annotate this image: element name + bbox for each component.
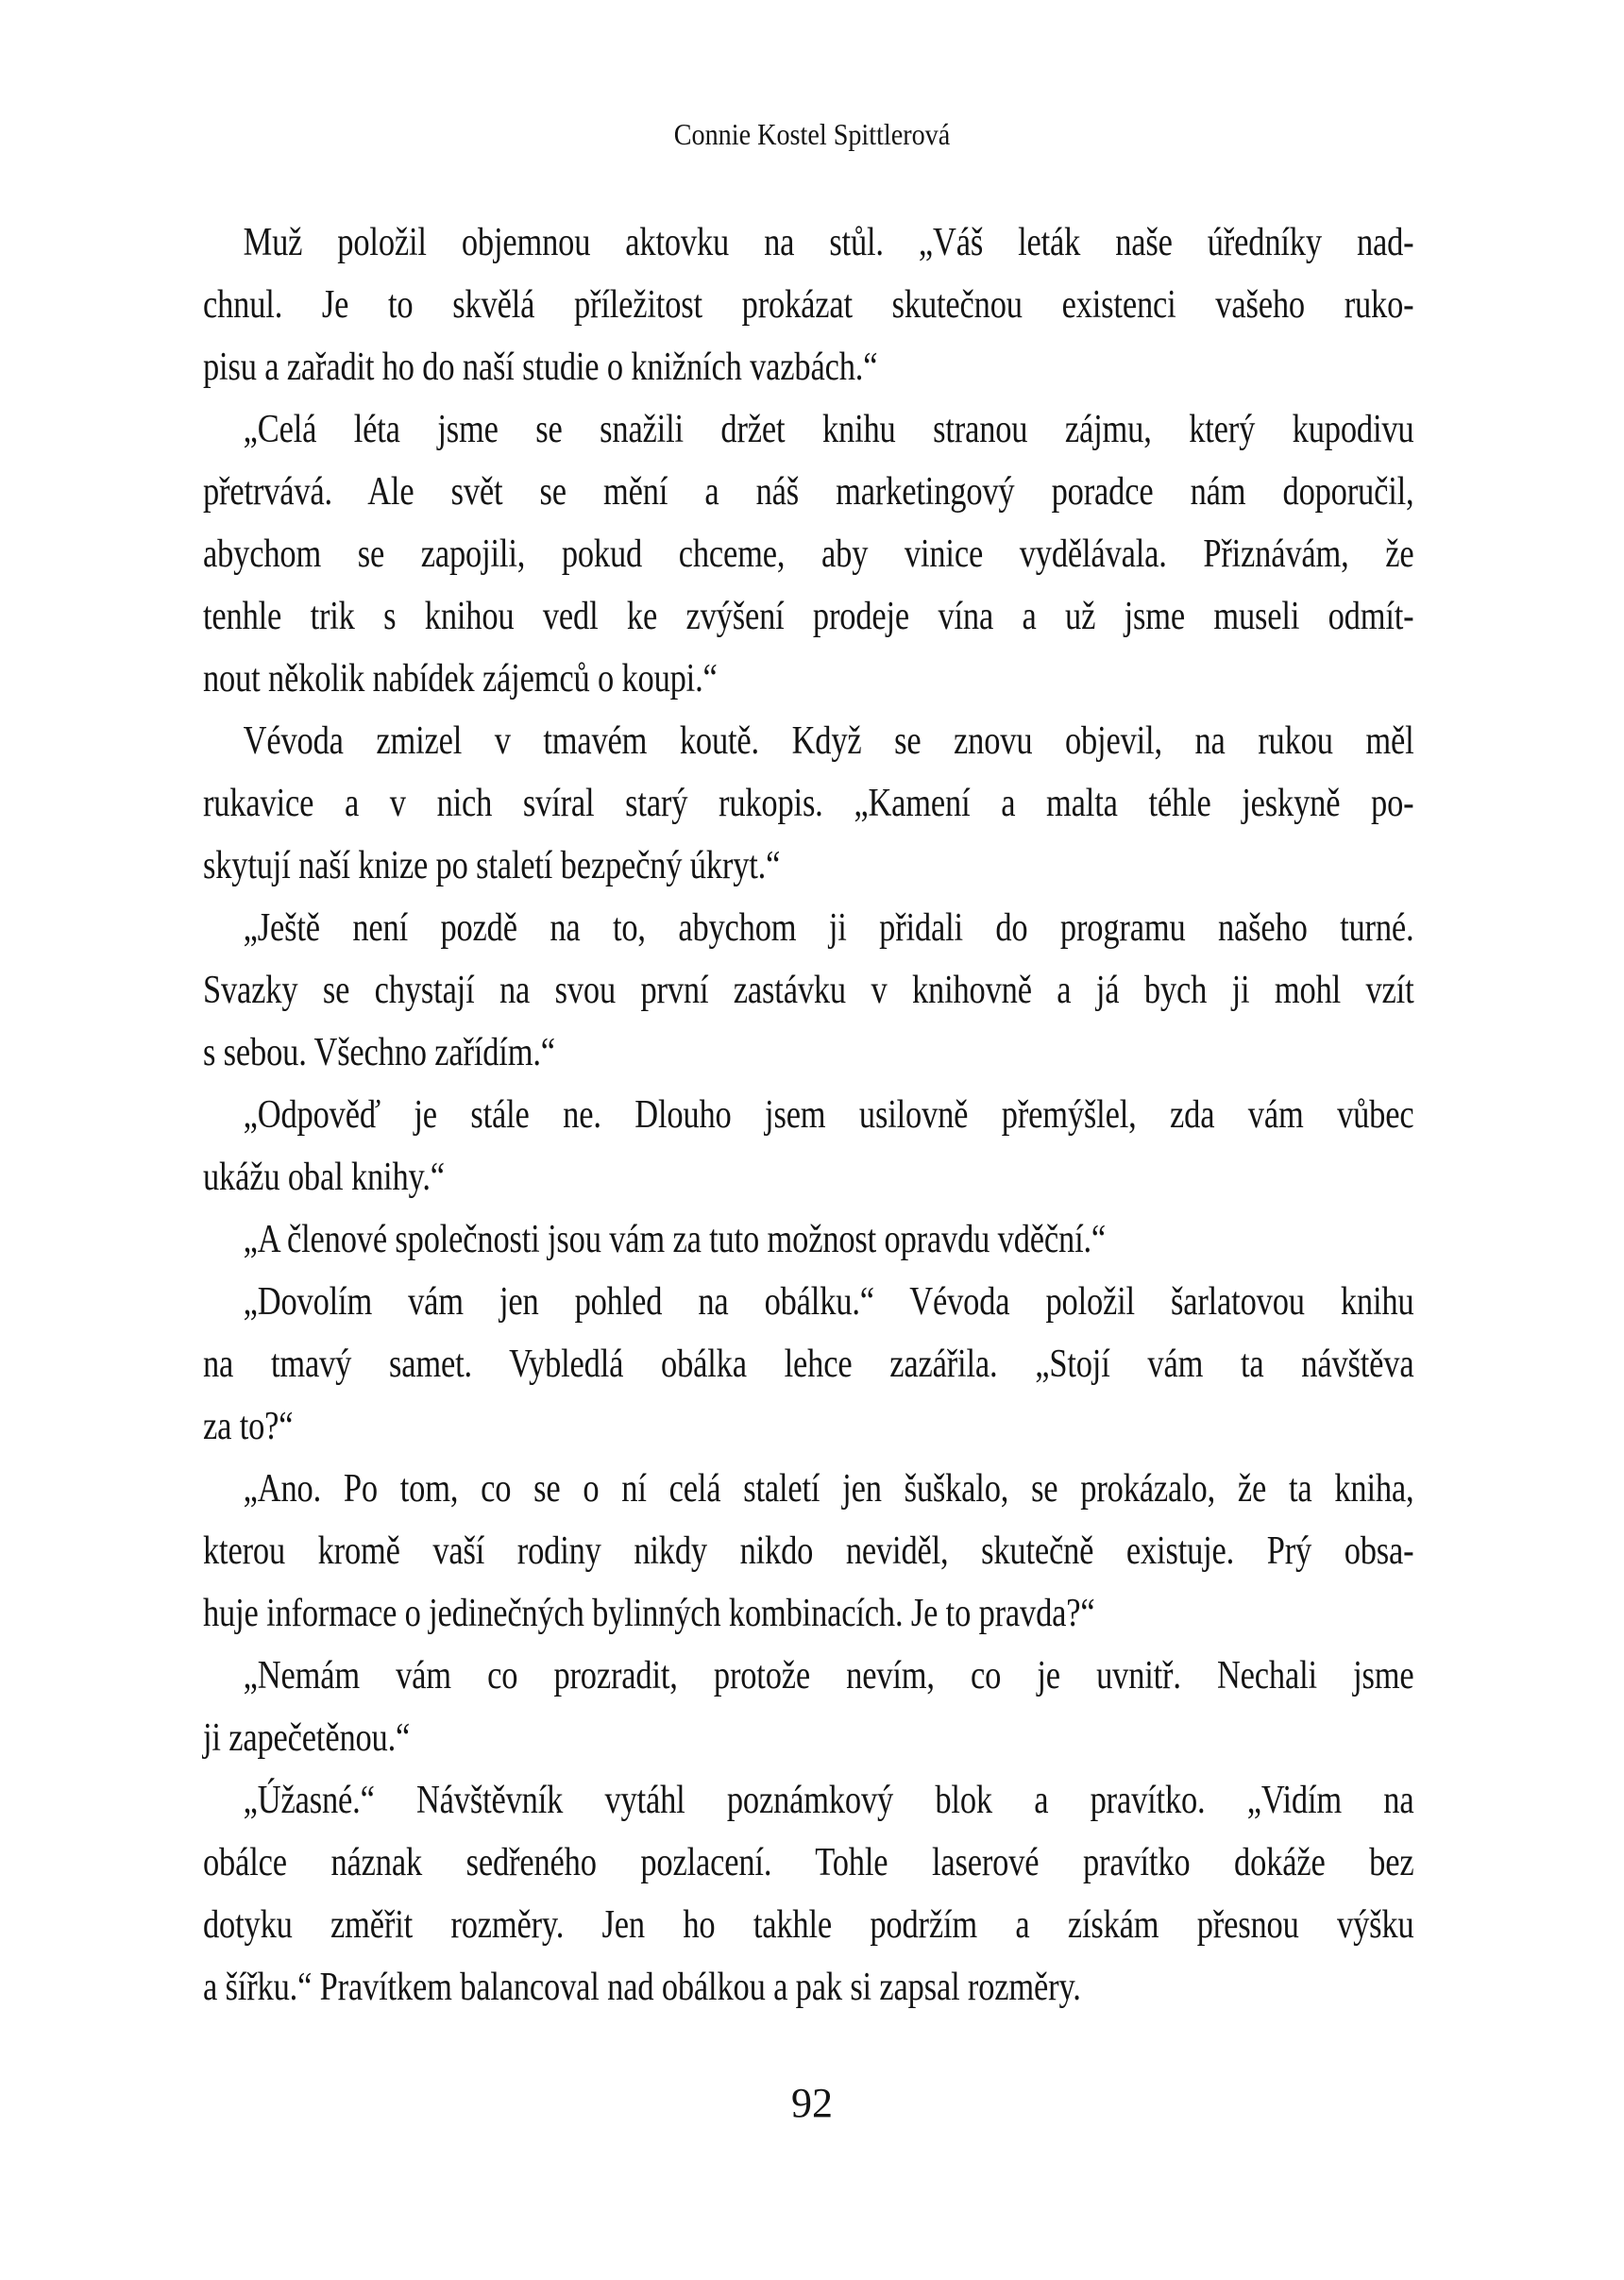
text-line: abychom se zapojili, pokud chceme, aby vinice vydělávala. Přiznávám, že (203, 532, 1414, 576)
text-line: Vévoda zmizel v tmavém koutě. Když se znovu objevil, na rukou měl (243, 719, 1414, 763)
text-line: „A členové společnosti jsou vám za tuto možnost opravdu vděční.“ (243, 1218, 1107, 1261)
text-line: „Ještě není pozdě na to, abychom ji přidali do programu našeho turné. (243, 906, 1414, 950)
text-line: obálce náznak sedřeného pozlacení. Tohle laserové pravítko dokáže bez (203, 1841, 1414, 1884)
text-line: „Dovolím vám jen pohled na obálku.“ Vévoda položil šarlatovou knihu (243, 1280, 1414, 1324)
paragraph (203, 1208, 1413, 1271)
text-line: Muž položil objemnou aktovku na stůl. „Váš leták naše úředníky nad- (243, 221, 1414, 264)
paragraph (203, 1645, 1413, 1769)
text-line: ji zapečetěnou.“ (203, 1716, 411, 1760)
text-line: a šířku.“ Pravítkem balancoval nad obálkou a pak si zapsal rozměry. (203, 1966, 1081, 2009)
text-line: nout několik nabídek zájemců o koupi.“ (203, 657, 718, 701)
text-line: „Úžasné.“ Návštěvník vytáhl poznámkový blok a pravítko. „Vidím na (243, 1779, 1414, 1822)
paragraph (203, 1084, 1413, 1208)
paragraph (203, 897, 1413, 1084)
body-text (203, 211, 1413, 2018)
text-line: kterou kromě vaší rodiny nikdy nikdo neviděl, skutečně existuje. Prý obsa- (203, 1529, 1414, 1573)
paragraph (203, 398, 1413, 710)
text-line: ukážu obal knihy.“ (203, 1156, 445, 1199)
paragraph (203, 710, 1413, 897)
text-line: „Odpověď je stále ne. Dlouho jsem usilovně přemýšlel, zda vám vůbec (243, 1093, 1414, 1137)
page-number: 92 (791, 2080, 833, 2126)
text-line: přetrvává. Ale svět se mění a náš marketingový poradce nám doporučil, (203, 470, 1414, 514)
text-line: s sebou. Všechno zařídím.“ (203, 1031, 555, 1074)
text-line: rukavice a v nich svíral starý rukopis. „Kamení a malta téhle jeskyně po- (203, 782, 1414, 825)
text-line: Svazky se chystají na svou první zastávku v knihovně a já bych ji mohl vzít (203, 969, 1414, 1012)
paragraph (203, 211, 1413, 398)
text-line: „Celá léta jsme se snažili držet knihu stranou zájmu, který kupodivu (243, 408, 1414, 451)
text-line: tenhle trik s knihou vedl ke zvýšení prodeje vína a už jsme museli odmít- (203, 595, 1414, 638)
text-line: za to?“ (203, 1405, 294, 1448)
text-line: „Ano. Po tom, co se o ní celá staletí jen šuškalo, se prokázalo, že ta kniha, (243, 1467, 1414, 1511)
running-header-author: Connie Kostel Spittlerová (673, 117, 951, 151)
text-line: skytují naší knize po staletí bezpečný úkryt.“ (203, 844, 781, 887)
paragraph (203, 1458, 1413, 1645)
text-line: „Nemám vám co prozradit, protože nevím, co je uvnitř. Nechali jsme (243, 1654, 1414, 1697)
paragraph (203, 1271, 1413, 1458)
text-line: chnul. Je to skvělá příležitost prokázat skutečnou existenci vašeho ruko- (203, 283, 1414, 327)
text-line: huje informace o jedinečných bylinných kombinacích. Je to pravda?“ (203, 1592, 1095, 1635)
text-line: dotyku změřit rozměry. Jen ho takhle podržím a získám přesnou výšku (203, 1903, 1414, 1947)
paragraph (203, 1769, 1413, 2018)
text-line: na tmavý samet. Vybledlá obálka lehce zazářila. „Stojí vám ta návštěva (203, 1343, 1414, 1386)
text-line: pisu a zařadit ho do naší studie o knižních vazbách.“ (203, 346, 878, 389)
